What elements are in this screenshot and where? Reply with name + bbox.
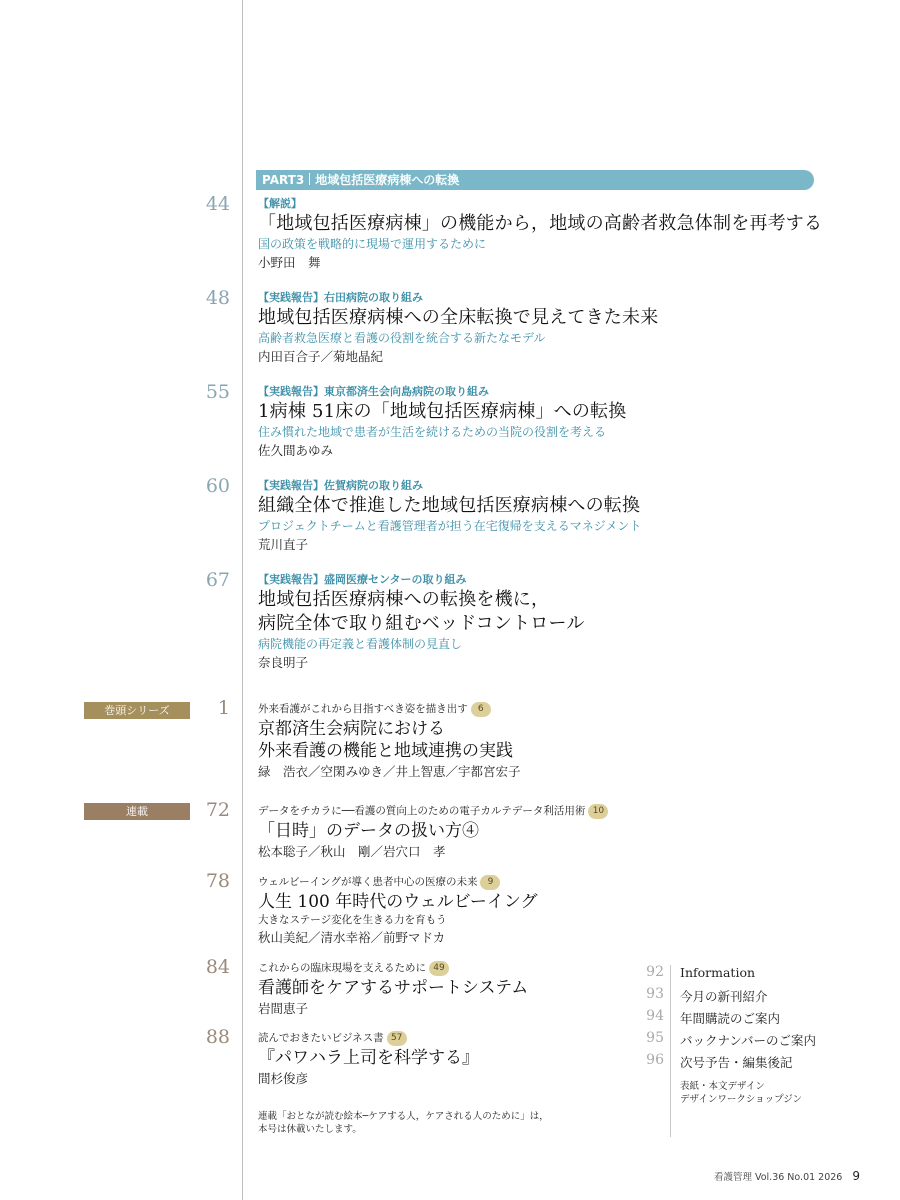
part-title: 地域包括医療病棟への転換 [315,173,460,187]
info-label: バックナンバーのご案内 [680,1033,817,1048]
series-kicker: これからの臨床現場を支えるために 49 [258,959,878,977]
article-subtitle: プロジェクトチームと看護管理者が担う在宅復帰を支えるマネジメント [258,519,642,533]
issue-badge: 49 [429,961,449,976]
article-author: 秋山美紀／清水幸裕／前野マドカ [258,930,446,945]
series-kicker: 外来看護がこれから目指すべき姿を描き出す 6 [258,700,878,718]
page-number: 60 [205,475,230,497]
series-kicker: ウェルビーイングが導く患者中心の医療の未来 9 [258,873,878,891]
toc-entry[interactable] [258,572,878,672]
toc-entry[interactable] [258,478,878,554]
article-title-line1: 地域包括医療病棟への転換を機に， [258,589,550,610]
article-tag: 【実践報告】佐賀病院の取り組み [258,479,423,492]
article-author: 内田百合子／菊地晶紀 [258,349,384,364]
info-label: 次号予告・編集後記 [680,1055,793,1070]
series-kicker: データをチカラに──看護の質向上のための電子カルテデータ利活用術 10 [258,802,878,820]
design-credit: 表紙・本文デザイン デザインワークショップジン [680,1081,803,1105]
toc-entry[interactable] [258,290,878,366]
page-number: 88 [205,1026,230,1048]
page-number: 84 [205,956,230,978]
article-title-line2: 外来看護の機能と地域連携の実践 [258,741,513,761]
article-title-line2: 病院全体で取り組むベッドコントロール [258,613,585,634]
article-author: 佐久間あゆみ [258,443,334,458]
page-footer [714,1169,860,1183]
article-author: 緑 浩衣／空閑みゆき／井上智恵／宇都宮宏子 [258,764,521,779]
info-label: Information [680,965,756,980]
article-subtitle: 住み慣れた地域で患者が生活を続けるための当院の役割を考える [258,425,607,439]
page-number: 78 [205,870,230,892]
article-title: 組織全体で推進した地域包括医療病棟への転換 [258,495,641,516]
article-subtitle: 国の政策を戦略的に現場で運用するために [258,237,487,251]
issue-badge: 6 [471,702,491,717]
series-kicker: 読んでおきたいビジネス書 57 [258,1029,878,1047]
toc-entry[interactable] [258,196,878,272]
article-subtitle: 高齢者救急医療と看護の役割を統合する新たなモデル [258,331,546,345]
article-subtitle: 病院機能の再定義と看護体制の見直し [258,637,463,651]
toc-entry[interactable] [258,700,878,781]
article-title: 1病棟 51床の「地域包括医療病棟」への転換 [258,401,627,422]
article-author: 荒川直子 [258,537,309,552]
info-page: 94 [646,1008,664,1024]
info-page: 96 [646,1052,664,1068]
article-title: 地域包括医療病棟への全床転換で見えてきた未来 [258,307,659,328]
article-tag: 【実践報告】東京都済生会向島病院の取り組み [258,385,489,398]
info-item[interactable] [610,1052,890,1072]
article-author: 奈良明子 [258,655,309,670]
info-page: 95 [646,1030,664,1046]
issue-badge: 9 [480,875,500,890]
article-author: 間杉俊彦 [258,1071,309,1086]
page-number: 48 [205,287,230,309]
series-label: 巻頭シリーズ [84,702,190,719]
article-title: 「地域包括医療病棟」の機能から，地域の高齢者救急体制を再考する [258,213,823,234]
info-page: 93 [646,986,664,1002]
info-page: 92 [646,964,664,980]
magazine-issue: 看護管理 Vol.36 No.01 2026 [713,1172,843,1183]
page-number: 44 [205,193,230,215]
article-title: 看護師をケアするサポートシステム [258,978,529,998]
part-label: PART3 [262,173,305,187]
article-author: 小野田 舞 [258,255,321,270]
column-divider [242,0,243,1200]
folio: 9 [852,1169,860,1183]
hiatus-notice: 連載「おとなが読む絵本─ケアする人，ケアされる人のために」は， 本号は休載いたします。 [258,1111,549,1135]
info-item[interactable] [610,1030,890,1050]
issue-badge: 57 [387,1031,407,1046]
article-author: 岩間恵子 [258,1001,309,1016]
info-item[interactable] [610,964,890,984]
info-label: 年間購読のご案内 [680,1011,781,1026]
toc-entry[interactable] [258,384,878,460]
article-title: 『パワハラ上司を科学する』 [258,1048,479,1068]
info-item[interactable] [610,1008,890,1028]
part-header [256,170,814,190]
article-title-line1: 京都済生会病院における [258,719,445,739]
page-number: 55 [205,381,230,403]
info-item[interactable] [610,986,890,1006]
article-author: 松本聡子／秋山 剛／岩穴口 孝 [258,844,446,859]
article-subtitle: 大きなステージ変化を生きる力を育もう [258,914,447,926]
info-label: 今月の新刊紹介 [680,989,768,1004]
issue-badge: 10 [588,804,608,819]
page-number: 72 [205,799,230,821]
series-label: 連載 [84,803,190,820]
article-tag: 【解説】 [258,197,302,210]
article-tag: 【実践報告】盛岡医療センターの取り組み [258,573,467,586]
page-number: 67 [205,569,230,591]
page-number: 1 [217,697,230,719]
toc-entry[interactable] [258,873,878,947]
toc-entry[interactable] [258,802,878,861]
article-title: 「日時」のデータの扱い方④ [258,821,479,841]
article-title: 人生 100 年時代のウェルビーイング [258,892,538,912]
article-tag: 【実践報告】右田病院の取り組み [258,291,423,304]
